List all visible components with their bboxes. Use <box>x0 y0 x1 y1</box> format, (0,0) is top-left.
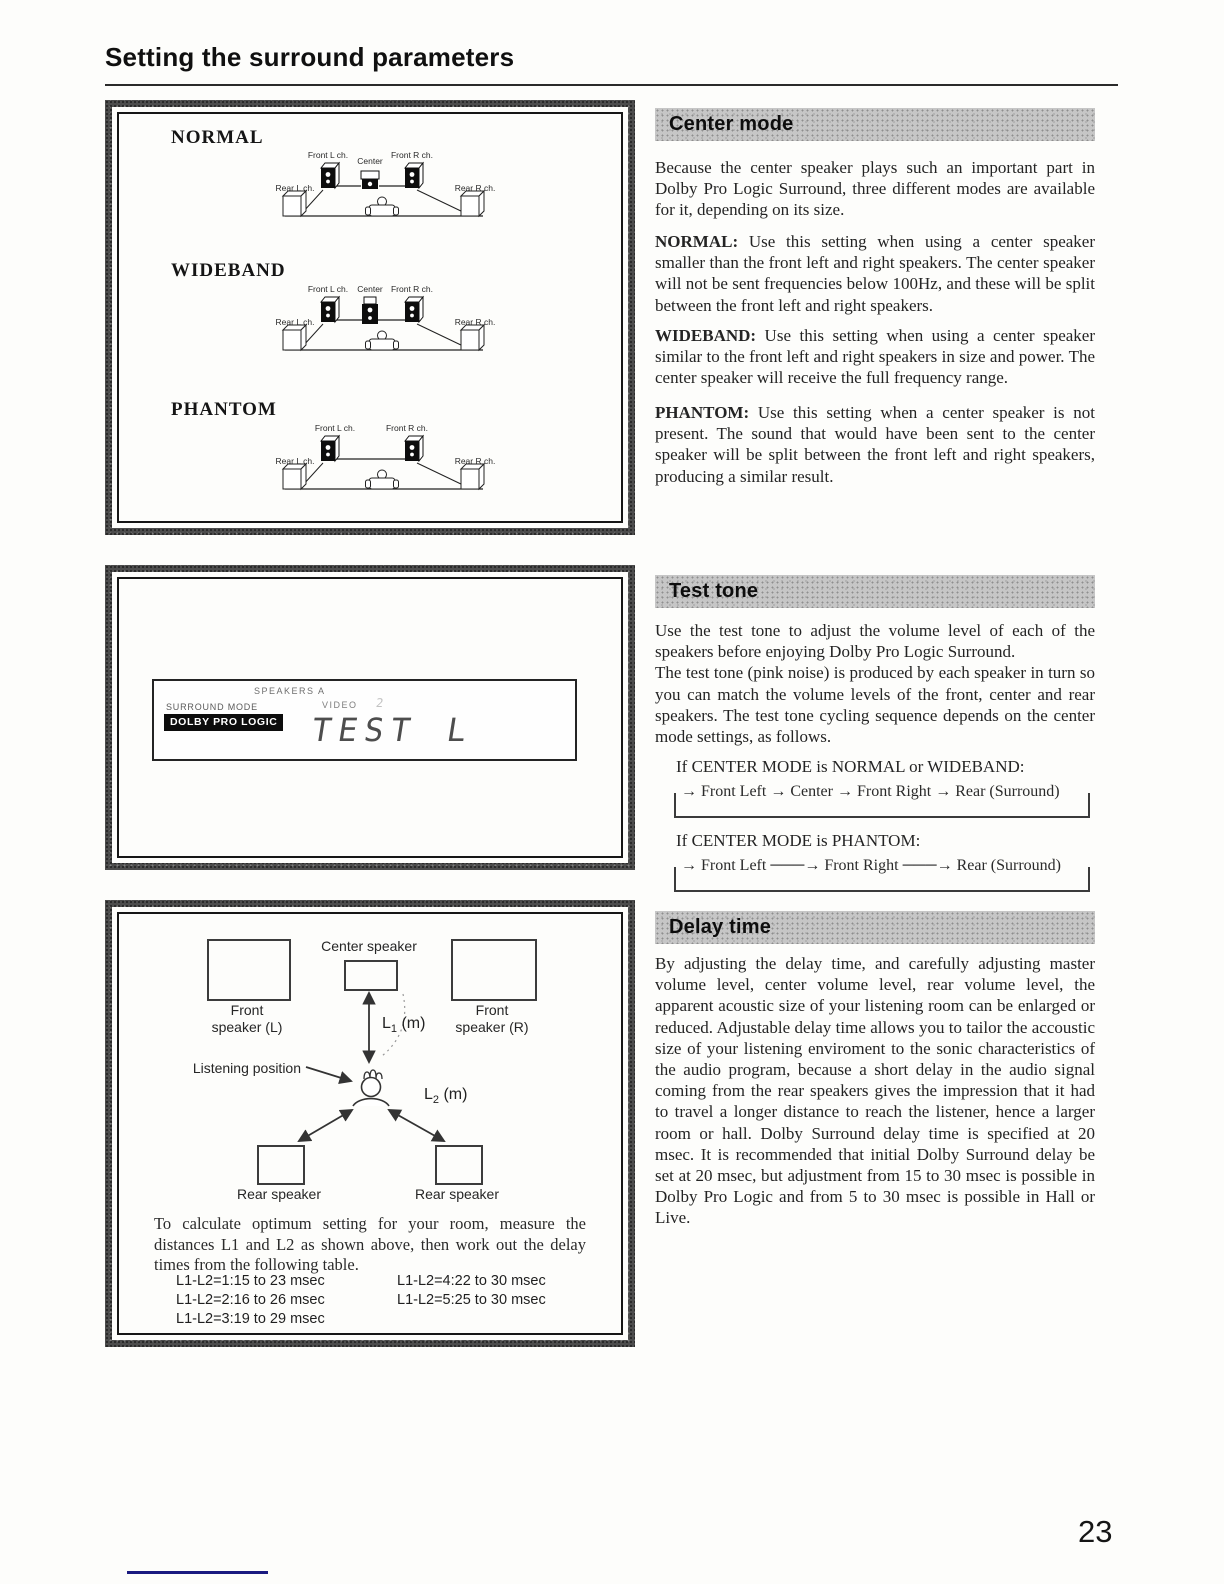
center-mode-normal: NORMAL: Use this setting when using a center speaker smaller than the front left and right speakers. The center speaker will not be sent frequencies below 100Hz, and these will be split between the front left and right speakers. <box>655 232 1095 315</box>
test-tone-case1-label: If CENTER MODE is NORMAL or WIDEBAND: <box>676 757 1025 776</box>
phantom-front-l-label: Front L ch. <box>314 423 356 433</box>
speakers-indicator: SPEAKERS A <box>254 686 326 696</box>
mode-title-wideband: WIDEBAND <box>171 260 286 281</box>
phantom-rear-l-label: Rear L ch. <box>275 456 315 466</box>
delay-row: L1-L2=5:25 to 30 msec <box>397 1292 546 1308</box>
delay-row: L1-L2=3:19 to 29 msec <box>176 1311 325 1327</box>
test-tone-display-box <box>105 565 635 870</box>
page-number: 23 <box>1078 1514 1113 1549</box>
video-value: 2 <box>375 696 385 710</box>
center-speaker-box <box>344 960 398 991</box>
delay-time-diagram-box <box>105 900 635 1347</box>
front-speaker-l-label: Front speaker (L) <box>211 1002 283 1035</box>
test-tone-header <box>655 575 1095 608</box>
delay-table-col1 <box>176 1272 325 1329</box>
phantom-front-r-label: Front R ch. <box>385 423 429 433</box>
test-tone-case2-flow: → Front Left ───→ Front Right ───→ Rear (Surround) <box>672 857 1090 875</box>
title-rule <box>105 84 1118 86</box>
delay-table-col2 <box>397 1272 546 1310</box>
rear-speaker-r-label: Rear speaker <box>414 1186 500 1202</box>
rear-speaker-l-box <box>257 1145 305 1185</box>
test-tone-readout <box>309 711 476 749</box>
rear-speaker-l-label: Rear speaker <box>236 1186 322 1202</box>
delay-calc-note: To calculate optimum setting for your room, measure the distances L1 and L2 as shown above, then work out the delay times from the following table. <box>154 1214 586 1274</box>
test-tone-heading: Test tone <box>669 580 759 602</box>
mode-title-phantom: PHANTOM <box>171 399 277 420</box>
center-mode-header <box>655 108 1095 141</box>
wideband-rear-l-label: Rear L ch. <box>275 317 315 327</box>
dolby-pro-logic-badge: DOLBY PRO LOGIC <box>164 714 283 731</box>
video-indicator: VIDEO <box>322 700 358 710</box>
normal-front-l-label: Front L ch. <box>307 150 349 160</box>
test-tone-p2: The test tone (pink noise) is produced by each speaker in turn so you can match the volume levels of the front, center and rear speakers. The test tone cycling sequence depends on the center mode settings, as follows. <box>655 663 1095 747</box>
normal-mode-diagram <box>257 146 509 230</box>
delay-row: L1-L2=2:16 to 26 msec <box>176 1292 325 1308</box>
delay-time-body: By adjusting the delay time, and carefully adjusting master volume level, center volume level, rear volume level, the apparent acoustic size of your listening room can be enlarged or reduced. Adjustable delay time allows you to tailor the accoustic size of your listening enviroment to the sonic characteristics of the audio program, because a short delay in the audio signal coming from the rear speakers gives the impression that it had to travel a longer distance to reach the listener, hence a larger room or hall. Dolby Surround delay time is specified at 20 msec. It is recommended that initial Dolby Surround delay be set at 20 msec, but adjustment from 15 to 30 msec is possible in Dolby Pro Logic and from 5 to 30 msec is possible in Hall or Live. <box>655 954 1095 1228</box>
rear-speaker-r-box <box>435 1145 483 1185</box>
normal-front-r-label: Front R ch. <box>390 150 434 160</box>
normal-rear-r-label: Rear R ch. <box>454 183 496 193</box>
footer-accent-line <box>127 1571 268 1574</box>
wideband-front-r-label: Front R ch. <box>390 284 434 294</box>
center-mode-diagram-box <box>105 100 635 535</box>
wideband-mode-diagram <box>257 280 509 364</box>
delay-time-header <box>655 911 1095 944</box>
test-tone-case2-label: If CENTER MODE is PHANTOM: <box>676 831 921 850</box>
test-tone-body <box>655 620 1095 747</box>
readout-channel: L <box>444 711 477 749</box>
center-mode-heading: Center mode <box>669 113 794 135</box>
mode-title-normal: NORMAL <box>171 127 264 148</box>
normal-center-label: Center <box>357 156 383 166</box>
test-tone-p1: Use the test tone to adjust the volume level of each of the speakers before enjoying Dolby Pro Logic Surround. <box>655 621 1095 662</box>
l1-distance-label: $L_1$ (m) <box>382 1015 426 1036</box>
phantom-mode-diagram <box>257 419 509 503</box>
l2-distance-label: $L_2$ (m) <box>424 1086 468 1107</box>
phantom-rear-r-label: Rear R ch. <box>454 456 496 466</box>
center-mode-wideband: WIDEBAND: Use this setting when using a center speaker similar to the front left and right speakers in size and power. The center speaker will receive the full frequency range. <box>655 326 1095 388</box>
front-panel-display <box>152 679 577 761</box>
listening-position-label: Listening position <box>192 1060 301 1076</box>
surround-mode-label: SURROUND MODE <box>166 702 258 712</box>
center-mode-phantom: PHANTOM: Use this setting when a center speaker is not present. The sound that would have been sent to the center speaker will be split between the front left and right speakers, producing a similar result. <box>655 403 1095 486</box>
front-speaker-r-label: Front speaker (R) <box>455 1002 529 1035</box>
front-speaker-l-box <box>207 939 291 1001</box>
front-speaker-r-box <box>451 939 537 1001</box>
center-mode-intro: Because the center speaker plays such an important part in Dolby Pro Logic Surround, three different modes are available for it, depending on its size. <box>655 158 1095 220</box>
delay-row: L1-L2=4:22 to 30 msec <box>397 1273 546 1289</box>
delay-row: L1-L2=1:15 to 23 msec <box>176 1273 325 1289</box>
delay-time-heading: Delay time <box>669 916 772 938</box>
wideband-front-l-label: Front L ch. <box>307 284 349 294</box>
page-title: Setting the surround parameters <box>105 42 515 72</box>
readout-word: TEST <box>308 711 421 749</box>
wideband-rear-r-label: Rear R ch. <box>454 317 496 327</box>
center-speaker-label: Center speaker <box>321 938 417 954</box>
listener-icon <box>353 1070 389 1106</box>
normal-rear-l-label: Rear L ch. <box>275 183 315 193</box>
wideband-center-label: Center <box>357 284 383 294</box>
test-tone-case1-flow: → Front Left → Center → Front Right → Rear (Surround) <box>672 783 1090 801</box>
